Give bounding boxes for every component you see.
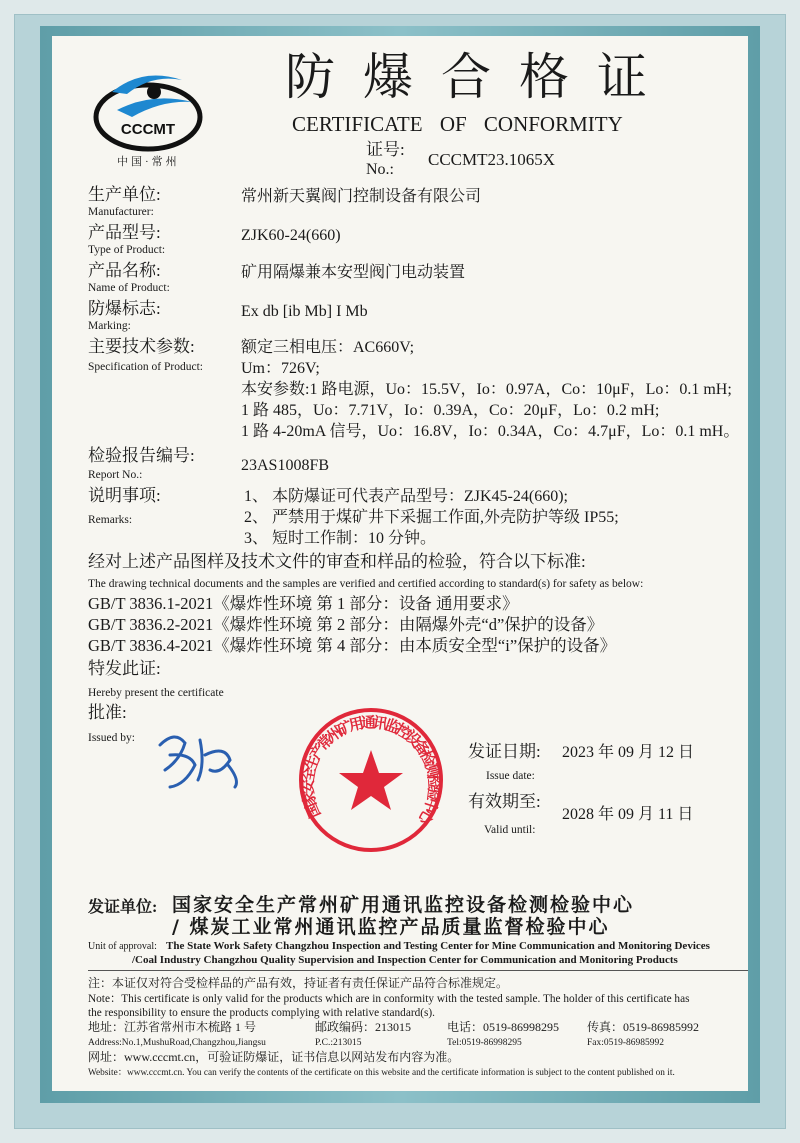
manufacturer-label-en: Manufacturer:: [88, 206, 154, 218]
product-name-label-en: Name of Product:: [88, 282, 170, 294]
official-seal: [296, 705, 446, 855]
standard-item: GB/T 3836.4-2021《爆炸性环境 第 4 部分：由本质安全型“i”保护的设备》: [88, 636, 617, 655]
marking-label-en: Marking:: [88, 320, 131, 332]
cert-no-label-en: No.:: [366, 161, 394, 178]
unit-label-cn: 发证单位:: [88, 899, 158, 916]
note-cn: 注：本证仅对符合受检样品的产品有效，持证者有责任保证产品符合标准规定。: [88, 976, 509, 990]
note-en-2: the responsibility to ensure the products complying with relative standard(s).: [88, 1007, 435, 1019]
marking-label: 防爆标志:: [88, 299, 161, 318]
unit-label-en: Unit of approval:: [88, 941, 157, 952]
note-en-1: Note：This certificate is only valid for the products which are in conformity with the tested sample. The holder of this certificate has: [88, 993, 690, 1005]
title-chinese: 防爆合格证: [285, 49, 675, 105]
product-type-value: ZJK60-24(660): [241, 227, 341, 244]
spec-line: 1 路 485，Uo：7.71V，Io：0.39A，Co：20μF，Lo：0.2 mH;: [241, 402, 660, 419]
remark-item: 1、 本防爆证可代表产品型号：ZJK45-24(660);: [244, 488, 568, 505]
postcode-en: P.C.:213015: [315, 1038, 362, 1048]
fax-en: Fax:0519-86985992: [587, 1038, 665, 1048]
certificate-number: CCCMT23.1065X: [428, 150, 556, 169]
spec-line: Um：726V;: [241, 360, 320, 377]
manufacturer-value: 常州新天翼阀门控制设备有限公司: [241, 188, 482, 205]
spec-line: 本安参数:1 路电源，Uo：15.5V，Io：0.97A，Co：10μF，Lo：0.1 mH;: [241, 381, 732, 398]
manufacturer-label: 生产单位:: [88, 185, 161, 204]
report-label: 检验报告编号:: [88, 446, 195, 465]
remarks-label-en: Remarks:: [88, 514, 133, 526]
footer-divider: [88, 970, 748, 971]
remark-item: 2、 严禁用于煤矿井下采掘工作面,外壳防护等级 IP55;: [244, 509, 619, 526]
unit-name-en-2: /Coal Industry Changzhou Quality Supervision and Inspection Center for Communication and Monitoring Products: [132, 954, 678, 966]
cccmt-logo: [92, 62, 204, 152]
valid-until-label: 有效期至:: [468, 792, 541, 811]
unit-name-en-1: The State Work Safety Changzhou Inspection and Testing Center for Mine Communication and Monitoring Devices: [166, 940, 710, 952]
issue-date: 2023 年 09 月 12 日: [562, 744, 695, 761]
present-label-cn: 特发此证:: [88, 659, 161, 678]
marking-value: Ex db [ib Mb] I Mb: [241, 303, 368, 320]
unit-name-cn-1: 国家安全生产常州矿用通讯监控设备检测检验中心: [172, 894, 635, 916]
unit-name-cn-2: / 煤炭工业常州通讯监控产品质量监督检验中心: [172, 916, 610, 938]
remark-item: 3、 短时工作制：10 分钟。: [244, 530, 437, 547]
fax-cn: 传真：0519-86985992: [587, 1020, 699, 1034]
address-cn: 地址：江苏省常州市木梳路 1 号: [88, 1020, 257, 1034]
present-label-en: Hereby present the certificate: [88, 687, 224, 699]
website-en: Website：www.cccmt.cn. You can verify the contents of the certificate on this website and the certificate information is subject to the content published on it.: [88, 1068, 675, 1078]
issue-date-label-en: Issue date:: [486, 770, 535, 782]
title-english: CERTIFICATE OF CONFORMITY: [292, 112, 623, 136]
spec-label-en: Specification of Product:: [88, 361, 203, 373]
svg-text:CCCMT: CCCMT: [120, 121, 176, 138]
spec-line: 额定三相电压：AC660V;: [241, 339, 415, 356]
report-number: 23AS1008FB: [241, 457, 330, 474]
valid-until-date: 2028 年 09 月 11 日: [562, 806, 694, 823]
report-label-en: Report No.:: [88, 469, 143, 481]
standard-item: GB/T 3836.2-2021《爆炸性环境 第 2 部分：由隔爆外壳“d”保护的设备》: [88, 615, 604, 634]
address-en: Address:No.1,MushuRoad,Changzhou,Jiangsu: [88, 1038, 266, 1048]
logo-subtitle: 中国·常州: [117, 156, 180, 168]
standard-item: GB/T 3836.1-2021《爆炸性环境 第 1 部分：设备 通用要求》: [88, 594, 519, 613]
postcode-cn: 邮政编码：213015: [315, 1020, 412, 1034]
signature: [150, 725, 250, 795]
phone-cn: 电话：0519-86998295: [447, 1020, 559, 1034]
product-type-label: 产品型号:: [88, 223, 161, 242]
issue-date-label: 发证日期:: [468, 742, 541, 761]
remarks-label: 说明事项:: [88, 486, 161, 505]
product-name-label: 产品名称:: [88, 261, 161, 280]
website-cn: 网址：www.cccmt.cn，可验证防爆证，证书信息以网站发布内容为准。: [88, 1050, 460, 1064]
approve-label-en: Issued by:: [88, 732, 135, 744]
phone-en: Tel:0519-86998295: [447, 1038, 522, 1048]
approve-label-cn: 批准:: [88, 703, 127, 722]
valid-until-label-en: Valid until:: [484, 824, 536, 836]
spec-line: 1 路 4-20mA 信号，Uo：16.8V，Io：0.34A，Co：4.7μF，Lo：0.1 mH。: [241, 423, 740, 440]
standards-intro-en: The drawing technical documents and the samples are verified and certified according to standard(s) for safety as below:: [88, 578, 644, 590]
cert-no-label-cn: 证号:: [366, 140, 405, 159]
standards-intro-cn: 经对上述产品图样及技术文件的审查和样品的检验，符合以下标准:: [88, 552, 586, 571]
product-type-label-en: Type of Product:: [88, 244, 166, 256]
spec-label: 主要技术参数:: [88, 337, 195, 356]
svg-text:国家安全生产常州矿用通讯监控设备检测检验中心: 国家安全生产常州矿用通讯监控设备检测检验中心: [298, 713, 444, 828]
product-name-value: 矿用隔爆兼本安型阀门电动装置: [241, 264, 466, 281]
